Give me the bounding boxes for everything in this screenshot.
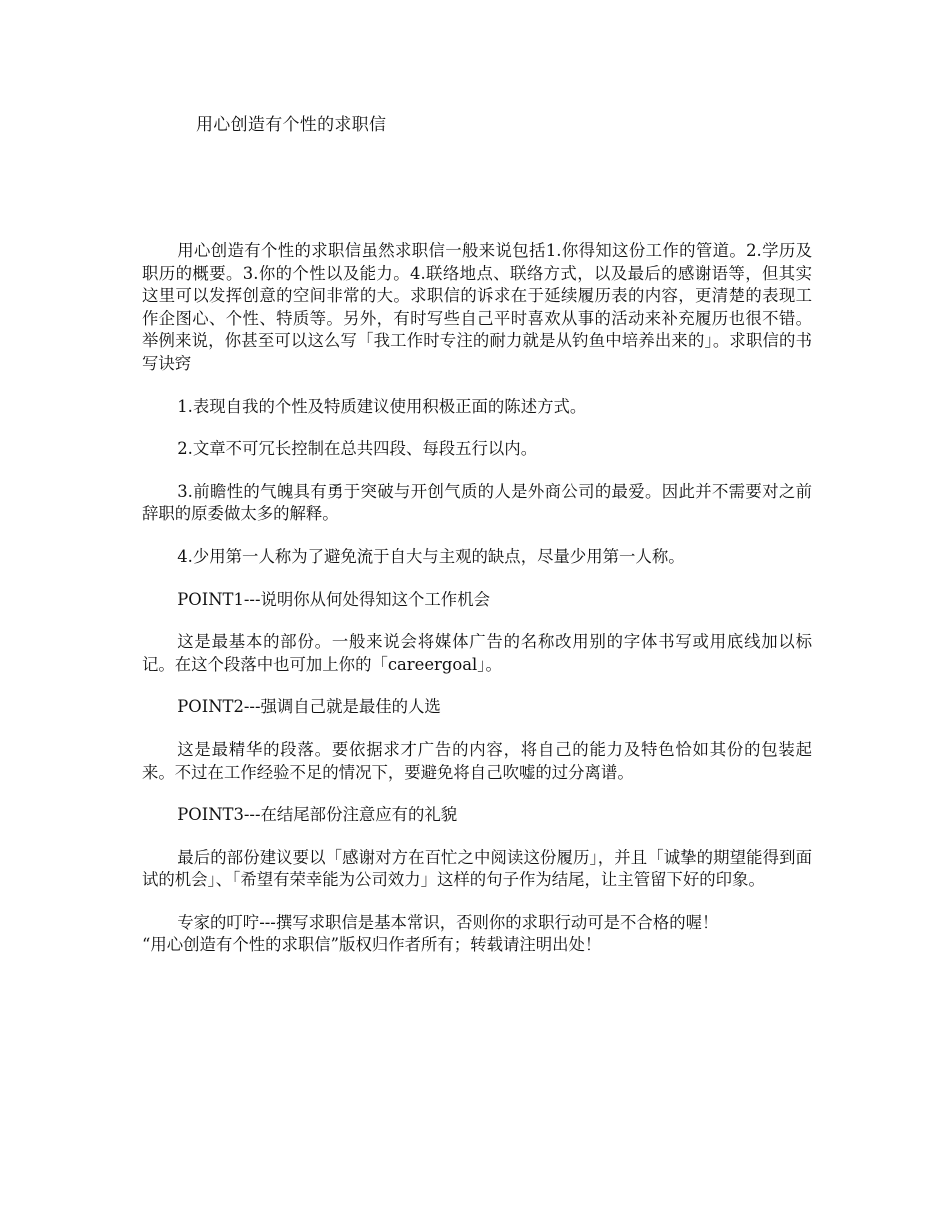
document-title: 用心创造有个性的求职信	[196, 115, 387, 135]
tip-paragraph-4: 4.少用第一人称为了避免流于自大与主观的缺点，尽量少用第一人称。	[177, 546, 685, 566]
point2-paragraph: 这是最精华的段落。要依据求才广告的内容，将自己的能力及特色恰如其份的包装起来。不过在工作经验不足的情况下，要避免将自己吹嘘的过分离谱。	[142, 739, 812, 782]
point3-heading: POINT3---在结尾部份注意应有的礼貌	[177, 805, 458, 825]
point1-heading: POINT1---说明你从何处得知这个工作机会	[177, 589, 490, 609]
tip-paragraph-3: 3.前瞻性的气魄具有勇于突破与开创气质的人是外商公司的最爱。因此并不需要对之前辞职的原委做太多的解释。	[142, 481, 812, 524]
tip-paragraph-1: 1.表现自我的个性及特质建议使用积极正面的陈述方式。	[177, 396, 587, 416]
point1-paragraph: 这是最基本的部份。一般来说会将媒体广告的名称改用别的字体书写或用底线加以标记。在这个段落中也可加上你的「careergoal」。	[142, 632, 812, 674]
document-body	[142, 240, 812, 977]
copyright-note: “用心创造有个性的求职信”版权归作者所有；转载请注明出处！	[142, 935, 602, 955]
intro-paragraph: 用心创造有个性的求职信虽然求职信一般来说包括1.你得知这份工作的管道。2.学历及职历的概要。3.你的个性以及能力。4.联络地点、联络方式，以及最后的感谢语等，但其实这里可以发挥创意的空间非常的大。求职信的诉求在于延续履历表的内容，更清楚的表现工作企图心、个性、特质等。另外，有时写些自己平时喜欢从事的活动来补充履历也很不错。举例来说，你甚至可以这么写「我工作时专注的耐力就是从钓鱼中培养出来的」。求职信的书写诀窍	[142, 241, 812, 373]
point3-paragraph: 最后的部份建议要以「感谢对方在百忙之中阅读这份履历」，并且「诚挚的期望能得到面试的机会」、「希望有荣幸能为公司效力」这样的句子作为结尾，让主管留下好的印象。	[142, 847, 812, 890]
tip-paragraph-2: 2.文章不可冗长控制在总共四段、每段五行以内。	[177, 439, 538, 459]
expert-advice-paragraph: 专家的叮咛---撰写求职信是基本常识，否则你的求职行动可是不合格的喔！	[177, 912, 719, 932]
point2-heading: POINT2---强调自己就是最佳的人选	[177, 697, 441, 717]
